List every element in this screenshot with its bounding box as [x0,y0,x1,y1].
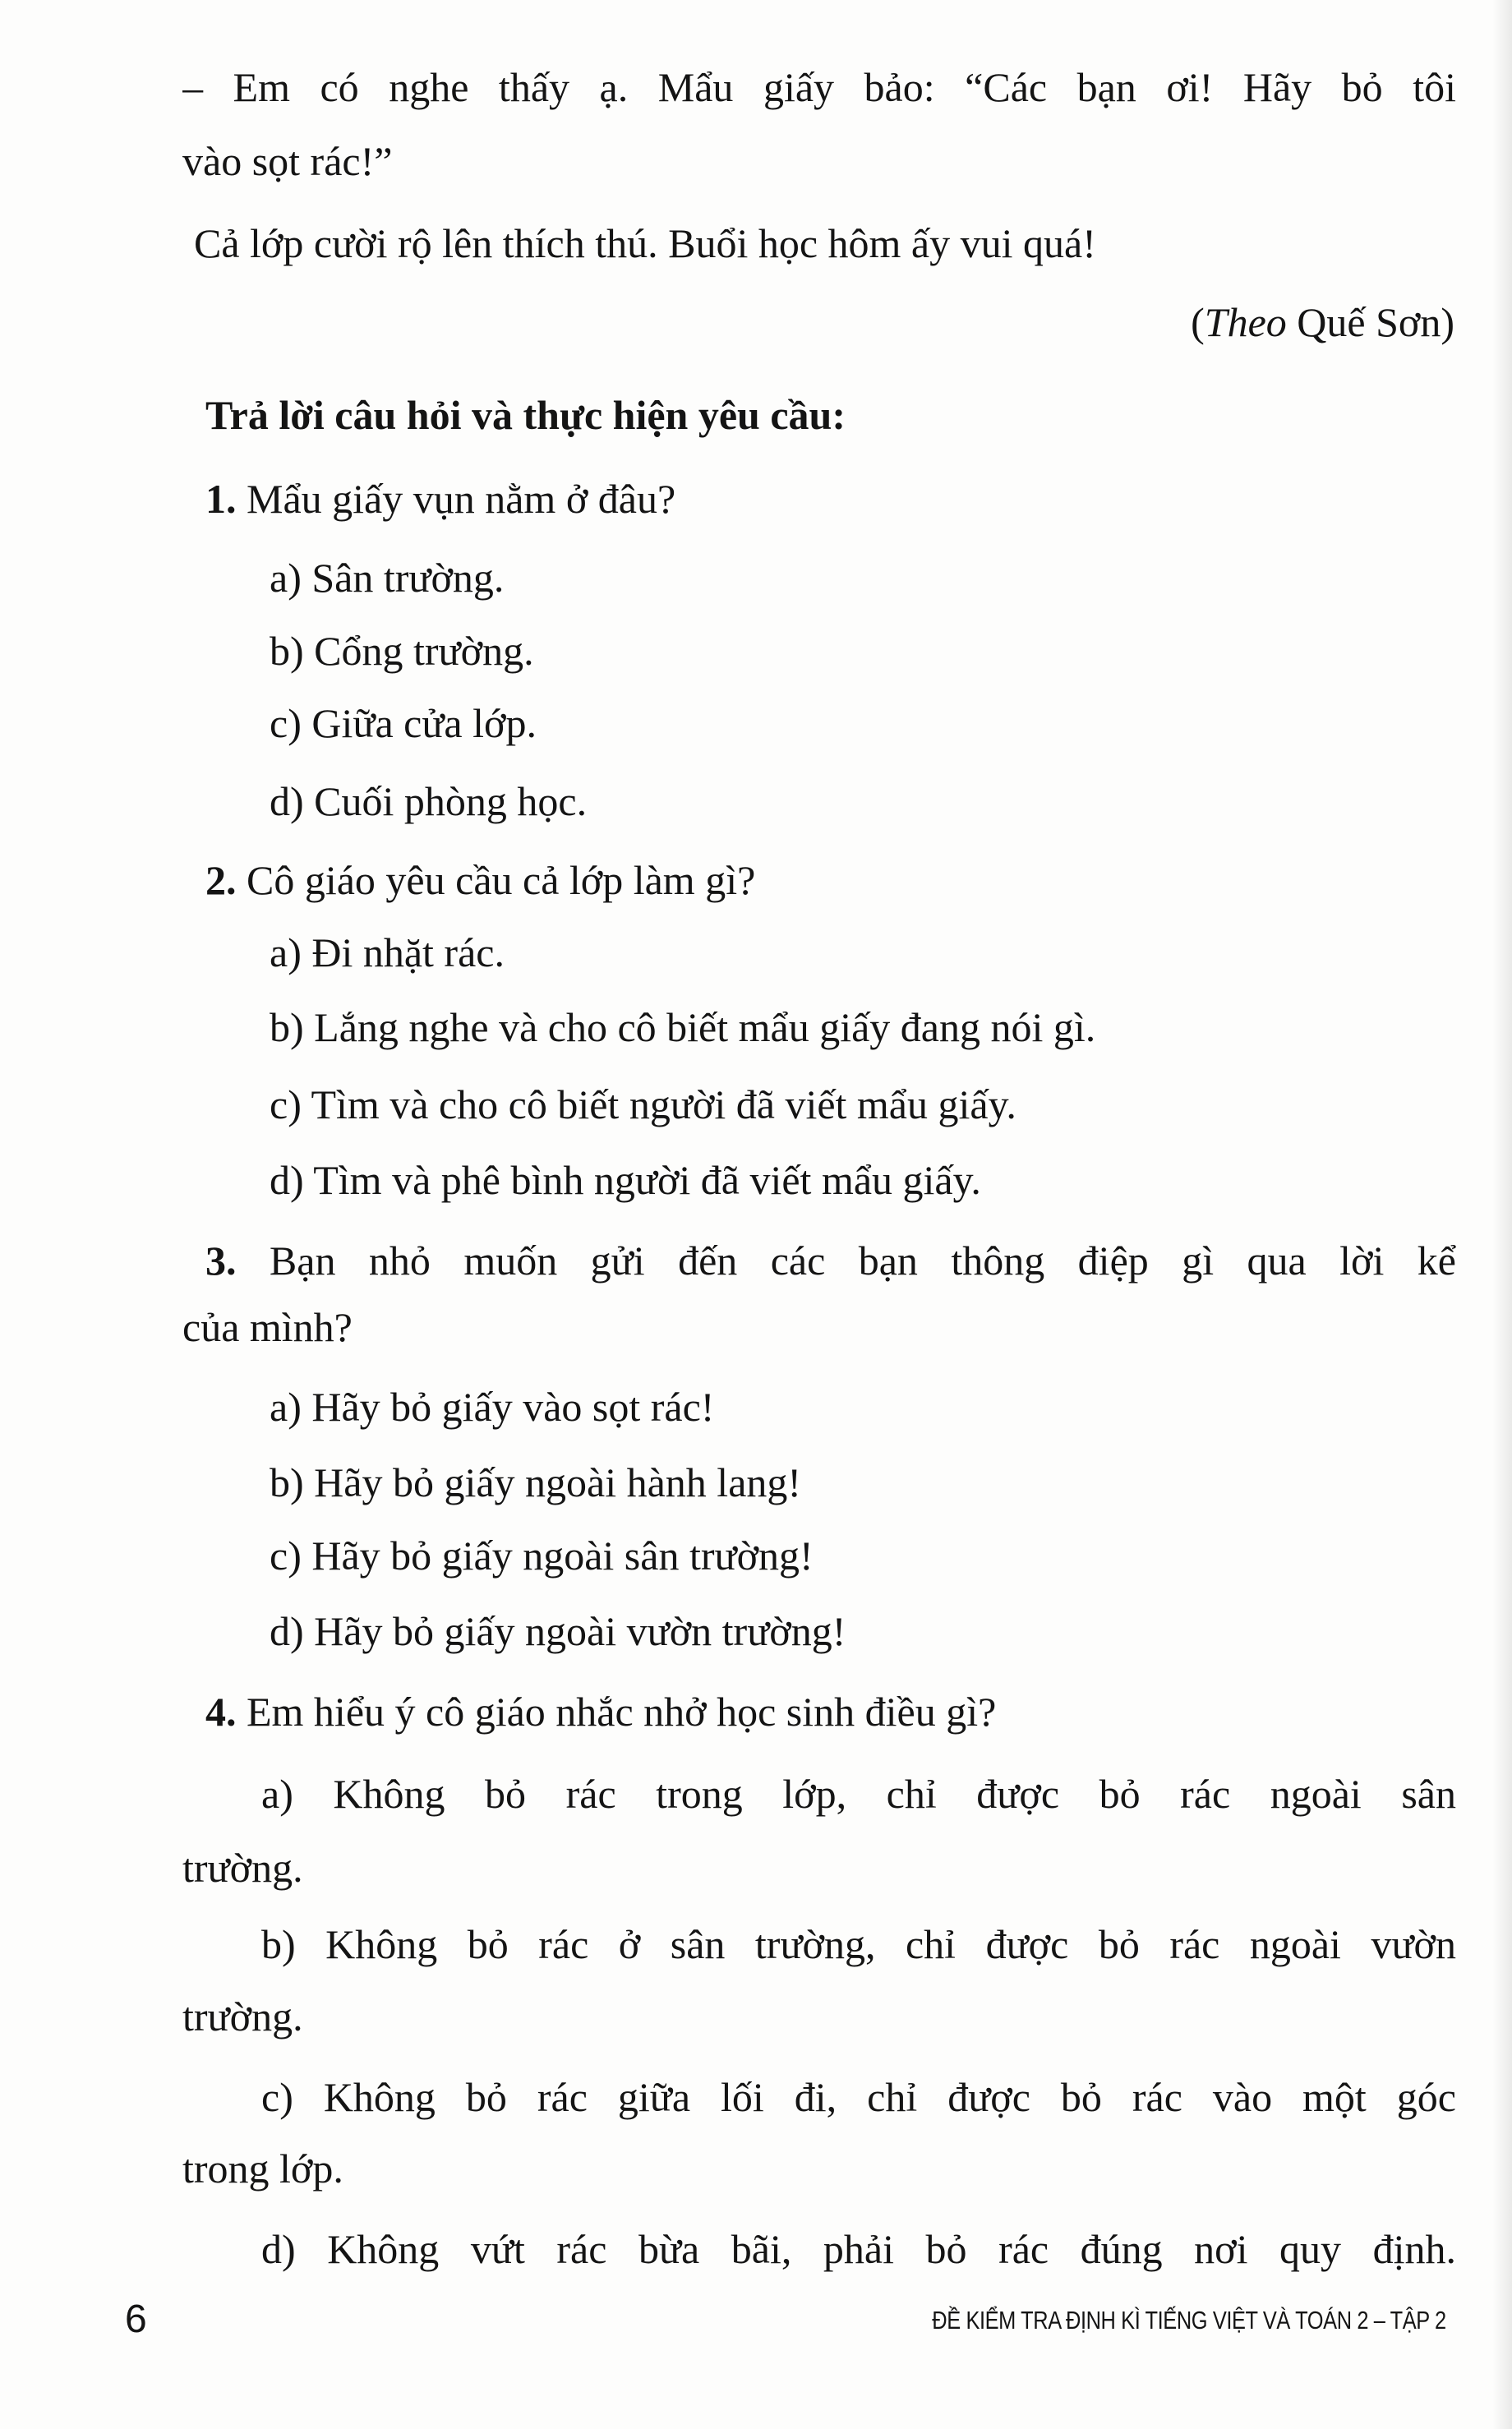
page-edge-shadow [1492,0,1512,2429]
passage-line: vào sọt rác!” [182,138,393,184]
passage-source [1191,285,1454,359]
answer-option: b) Lắng nghe và cho cô biết mẩu giấy đang nói gì. [270,1004,1096,1050]
answer-option: d) Tìm và phê bình người đã viết mẩu giấy. [270,1157,981,1203]
answer-option-cont: trường. [182,1993,303,2040]
question-number: 3. [205,1238,237,1284]
question-number: 2. [205,857,237,903]
question-text: Bạn nhỏ muốn gửi đến các bạn thông điệp gì qua lời kể [236,1238,1456,1284]
question-text: Em hiểu ý cô giáo nhắc nhở học sinh điều gì? [236,1689,997,1735]
section-heading: Trả lời câu hỏi và thực hiện yêu cầu: [205,392,846,438]
question-text: Cô giáo yêu cầu cả lớp làm gì? [236,857,756,903]
question-number: 4. [205,1689,237,1735]
page-number: 6 [125,2298,147,2341]
question-3 [205,1224,1456,1297]
answer-option: d) Cuối phòng học. [270,778,588,824]
answer-option: c) Không bỏ rác giữa lối đi, chỉ được bỏ rác vào một góc [261,2074,1456,2120]
answer-option: a) Hãy bỏ giấy vào sọt rác! [270,1384,715,1430]
source-author: Quế Sơn) [1286,299,1454,345]
answer-option: a) Đi nhặt rác. [270,929,505,975]
passage-line: Cả lớp cười rộ lên thích thú. Buổi học hôm ấy vui quá! [194,220,1096,266]
question-1 [205,462,675,536]
question-4 [205,1675,996,1749]
answer-option: b) Cổng trường. [270,628,534,674]
passage-line: – Em có nghe thấy ạ. Mẩu giấy bảo: “Các bạn ơi! Hãy bỏ tôi [182,64,1456,110]
question-2 [205,843,755,917]
answer-option-cont: trường. [182,1845,303,1891]
question-text: Mẩu giấy vụn nằm ở đâu? [236,476,676,522]
book-title-footer: ĐỀ KIỂM TRA ĐỊNH KÌ TIẾNG VIỆT VÀ TOÁN 2 – TẬP 2 [932,2306,1446,2335]
question-number: 1. [205,476,237,522]
answer-option: d) Không vứt rác bừa bãi, phải bỏ rác đúng nơi quy định. [261,2226,1456,2272]
answer-option: c) Tìm và cho cô biết người đã viết mẩu giấy. [270,1081,1016,1127]
answer-option-cont: trong lớp. [182,2146,343,2192]
answer-option: a) Sân trường. [270,555,505,601]
answer-option: b) Hãy bỏ giấy ngoài hành lang! [270,1459,802,1505]
source-paren: ( [1191,299,1205,345]
answer-option: a) Không bỏ rác trong lớp, chỉ được bỏ rác ngoài sân [261,1771,1456,1817]
question-text-cont: của mình? [182,1304,353,1350]
answer-option: c) Hãy bỏ giấy ngoài sân trường! [270,1533,814,1579]
answer-option: d) Hãy bỏ giấy ngoài vườn trường! [270,1608,846,1654]
source-theo: Theo [1204,299,1287,345]
answer-option: c) Giữa cửa lớp. [270,700,537,746]
answer-option: b) Không bỏ rác ở sân trường, chỉ được bỏ rác ngoài vườn [261,1921,1456,1967]
